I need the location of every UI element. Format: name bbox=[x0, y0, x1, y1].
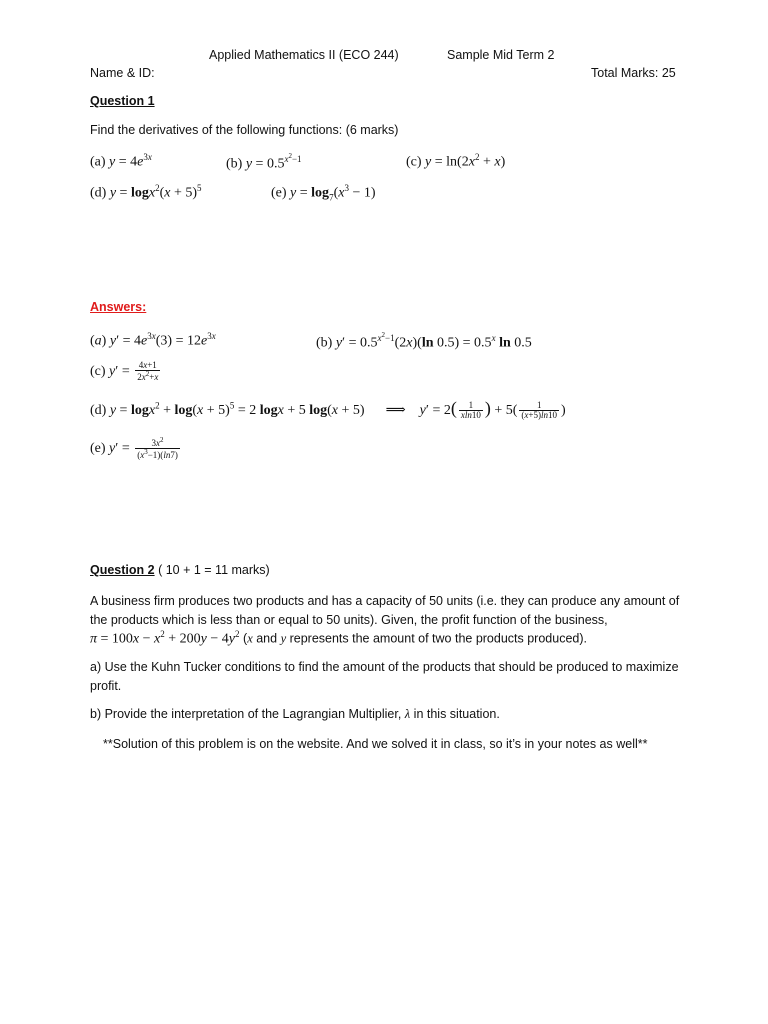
answer-e: (e) y′ = $\frac{3x^2}{(x^3-1)(\ln 7)}$ bbox=[90, 436, 178, 461]
q1-item-a: (a) $y = 4e^{3x}$ bbox=[90, 152, 152, 170]
answer-b: (b) $y' = 0.5^{x^2-1}(2x)(\ln$ $0.5) = 0.5^x$ ln 0.5 bbox=[316, 331, 532, 351]
name-id-label: Name & ID: bbox=[90, 66, 155, 80]
q2-part-b: b) Provide the interpretation of the Lagrangian Multiplier, λ in this situation. bbox=[90, 707, 500, 721]
answer-d: (d) $y = \log x^2 + \log(x + 5)^5 = 2$ logx + 5 log(x + 5) ⟹ y′ = 2( $\frac{1}{xln10}$ ) + 5( $\frac{1}{(x+5)\ln 10}$ ) bbox=[90, 398, 566, 421]
question-2-marks: ( 10 + 1 = 11 marks) bbox=[154, 563, 270, 577]
q1-item-e: (e) $y = \log_7(x^3 - 1)$ bbox=[271, 183, 376, 203]
question-1-title: Question 1 bbox=[90, 94, 155, 108]
q1-item-d: (d) $y = \log x^2(x + 5)^5$ bbox=[90, 183, 202, 201]
q2-profit-function: $\pi = 100x - x^2 + 200y - 4y^2$ (x and y represents the amount of two the products produced). bbox=[90, 629, 587, 647]
answer-c: (c) y′ = $\frac{4x+1}{2x^2+x}$ bbox=[90, 360, 159, 383]
q1-item-c: (c) $y = \ln(2x^2 + x)$ bbox=[406, 152, 506, 170]
question-2-title: Question 2 bbox=[90, 563, 155, 577]
question-2-header bbox=[90, 563, 270, 577]
q2-solution-note: **Solution of this problem is on the website. And we solved it in class, so it’s in your notes as well** bbox=[103, 737, 648, 751]
question-1-instruction: Find the derivatives of the following functions: (6 marks) bbox=[90, 123, 399, 137]
q1-item-b: (b) $y = 0.5^{x^2-1}$ bbox=[226, 152, 302, 172]
total-marks: Total Marks: 25 bbox=[591, 66, 676, 80]
answers-title: Answers: bbox=[90, 300, 147, 314]
q2-part-a: a) Use the Kuhn Tucker conditions to find the amount of the products that should be produced to maximize profit. bbox=[90, 660, 679, 693]
course-title: Applied Mathematics II (ECO 244) bbox=[209, 48, 399, 62]
q2-paragraph: A business firm produces two products and has a capacity of 50 units (i.e. they can produce any amount of the products which is less than or equal to 50 units). Given, the profit function of the business, bbox=[90, 594, 680, 627]
answer-a: (a) $y' = 4e^{3x}(3) = 12e^{3x}$ bbox=[90, 331, 216, 349]
exam-title: Sample Mid Term 2 bbox=[447, 48, 555, 62]
